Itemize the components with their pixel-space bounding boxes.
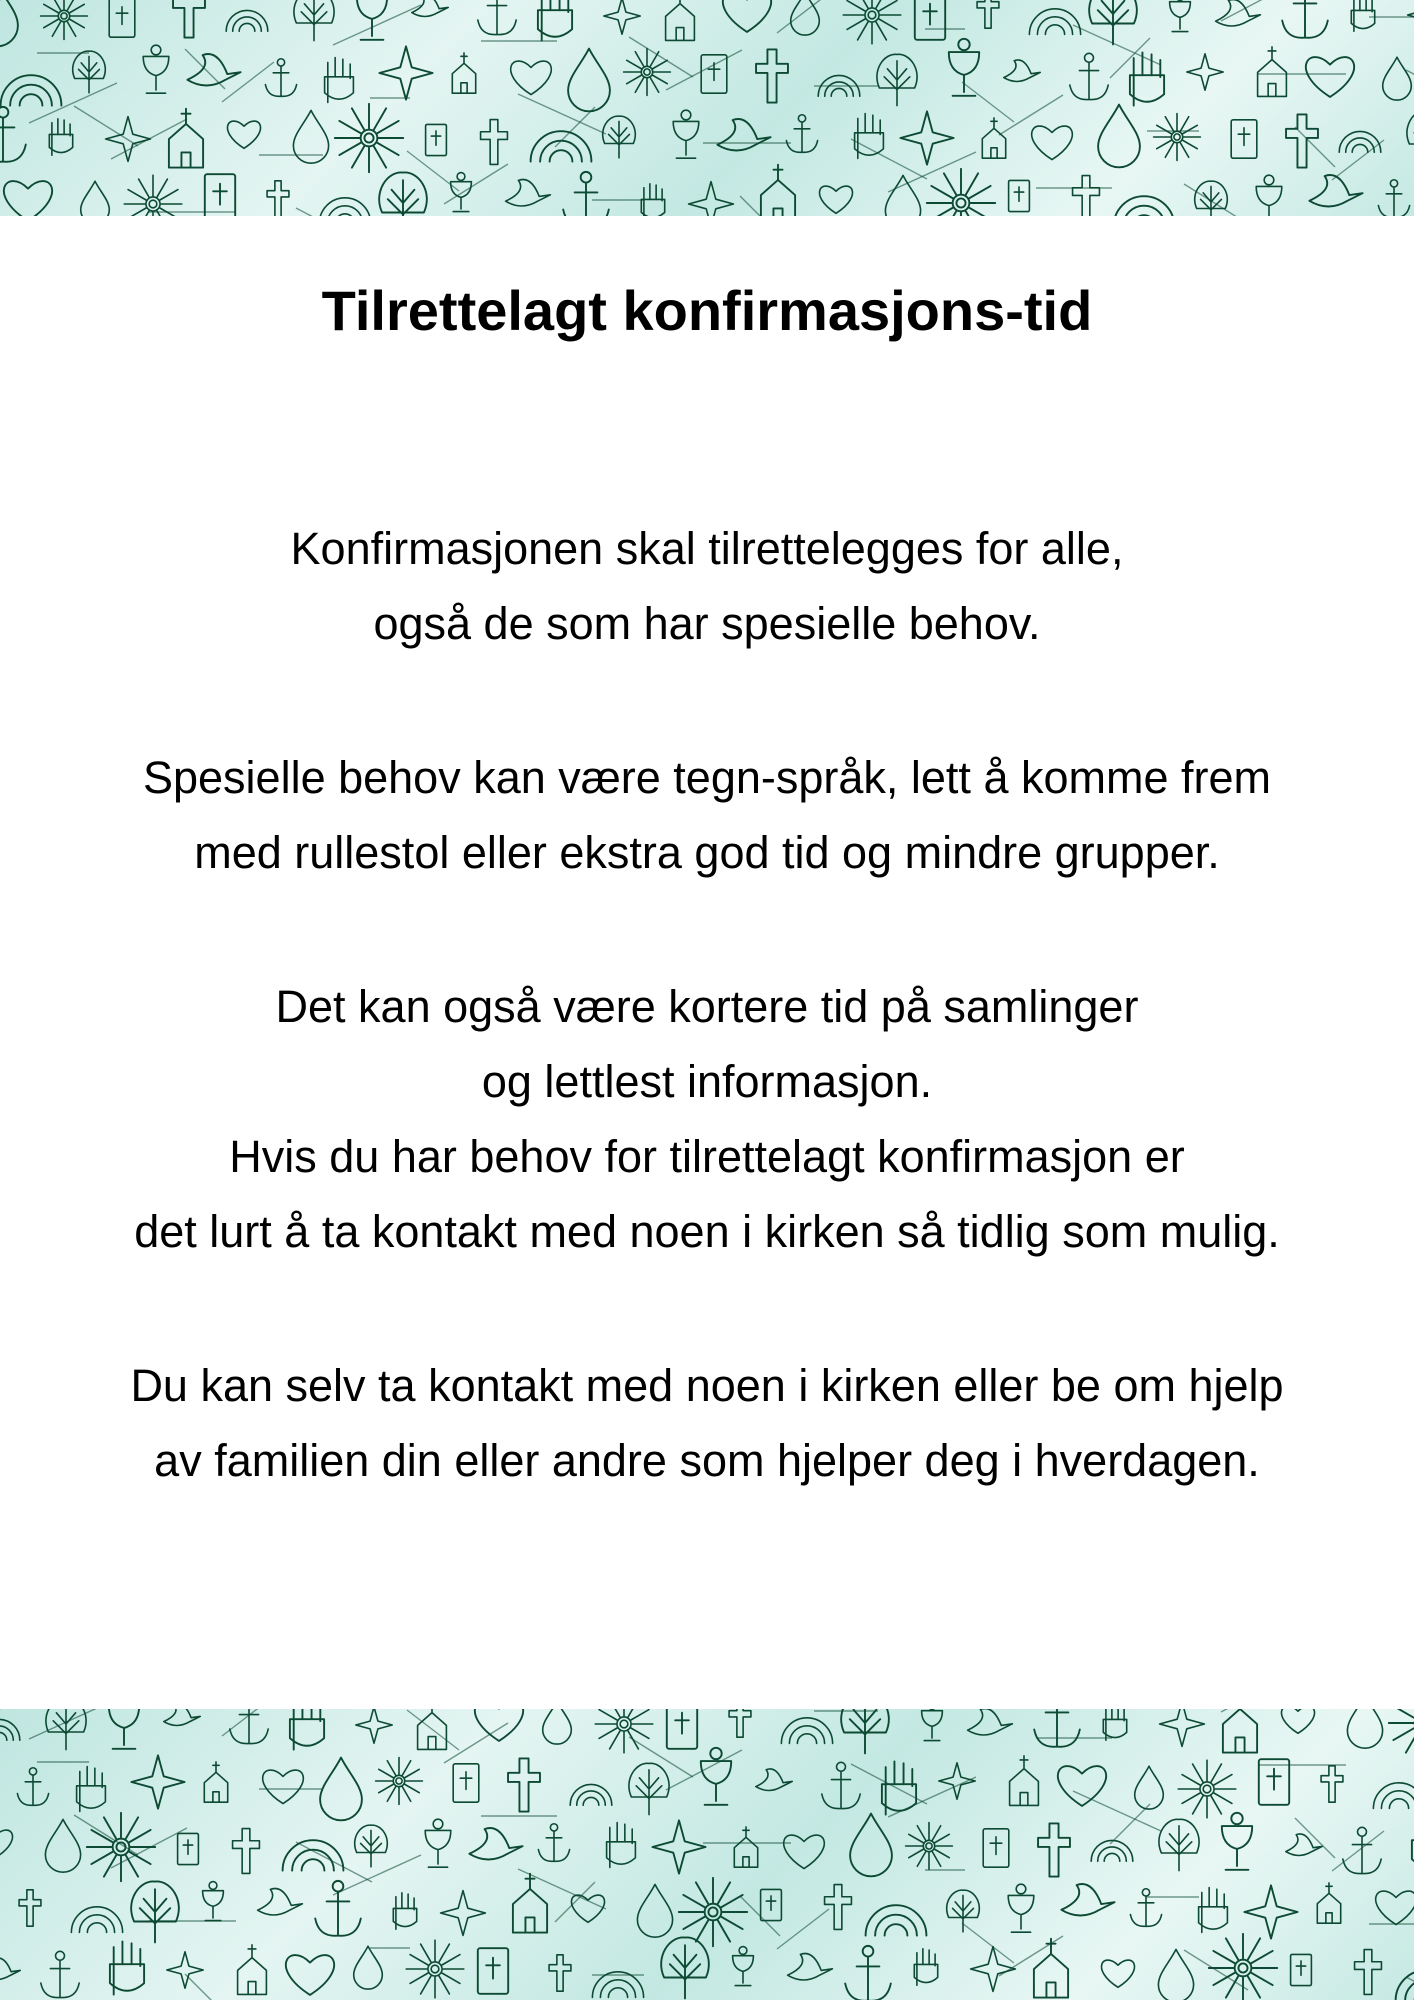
dove-icon	[1309, 175, 1362, 206]
tree-icon	[1407, 110, 1414, 161]
paragraph-2-line-2: med rullestol eller ekstra god tid og mindre grupper.	[194, 827, 1220, 878]
church-icon	[734, 1827, 757, 1867]
hand-icon	[1199, 1888, 1228, 1933]
anchor-icon	[822, 1762, 860, 1808]
arch-icon	[1, 75, 62, 105]
paragraph-spacer	[0, 1269, 1414, 1348]
sun-icon	[679, 1878, 747, 1946]
heart-icon	[819, 186, 852, 213]
chalice-icon	[143, 45, 169, 93]
heart-icon	[263, 1770, 304, 1804]
arch-icon	[1114, 196, 1175, 216]
sun-icon	[843, 0, 901, 44]
church-icon	[1223, 1709, 1257, 1753]
star-icon	[1187, 54, 1223, 90]
bible-icon	[761, 1889, 782, 1920]
drop-icon	[354, 1946, 383, 1989]
chalice-icon	[733, 1947, 754, 1986]
chalice-icon	[357, 0, 387, 40]
cross-icon	[1321, 1766, 1343, 1802]
bible-icon	[1231, 120, 1257, 158]
tree-icon	[1089, 0, 1137, 44]
chalice-icon	[1170, 0, 1191, 32]
cross-icon	[19, 1890, 41, 1926]
bible-icon	[109, 0, 135, 37]
anchor-icon	[1343, 1827, 1381, 1873]
dove-icon	[164, 1709, 200, 1726]
paragraph-spacer	[0, 661, 1414, 740]
arch-icon	[781, 1718, 832, 1744]
star-icon	[652, 1820, 705, 1873]
drop-icon	[81, 181, 110, 216]
church-icon	[1317, 1883, 1340, 1923]
drop-icon	[543, 1709, 572, 1744]
arch-icon	[0, 1719, 20, 1740]
drop-icon	[0, 0, 18, 46]
heart-icon	[1376, 1891, 1414, 1925]
bible-icon	[983, 1829, 1009, 1867]
heart-icon	[1101, 1960, 1134, 1987]
cross-icon	[173, 0, 205, 38]
cross-icon	[508, 1758, 540, 1811]
church-icon	[169, 109, 203, 168]
bible-icon	[178, 1833, 199, 1864]
bible-icon	[426, 124, 447, 155]
cross-icon	[729, 1709, 751, 1737]
cross-icon	[1355, 1950, 1382, 1995]
sun-icon	[1209, 1934, 1277, 2000]
cross-icon	[1038, 1823, 1070, 1876]
tree-icon	[355, 1825, 388, 1867]
hand-icon	[49, 119, 72, 155]
chalice-icon	[1256, 175, 1282, 216]
hand-icon	[290, 1709, 324, 1750]
tree-icon	[1159, 1819, 1199, 1870]
sun-icon	[87, 1813, 155, 1881]
heart-icon	[1032, 126, 1073, 160]
drop-icon	[885, 175, 920, 216]
heart-icon	[4, 181, 52, 216]
heart-icon	[1281, 1709, 1314, 1733]
tree-icon	[1195, 181, 1228, 216]
chalice-icon	[425, 1819, 451, 1867]
hand-icon	[77, 1767, 106, 1812]
chalice-icon	[1222, 1813, 1252, 1870]
dove-icon	[717, 119, 770, 150]
star-icon	[604, 0, 640, 34]
cross-icon	[1073, 176, 1100, 216]
bible-icon	[478, 1948, 508, 1994]
church-icon	[452, 53, 475, 93]
sun-icon	[1178, 1760, 1236, 1818]
bible-icon	[205, 174, 235, 216]
drop-icon	[1158, 1949, 1193, 2000]
heart-icon	[227, 121, 260, 148]
church-icon	[1258, 47, 1287, 97]
heart-icon	[511, 61, 552, 95]
bottom-decorative-pattern-band	[0, 1709, 1414, 2000]
cross-icon	[756, 49, 788, 102]
star-icon	[1244, 1885, 1297, 1938]
dove-icon	[756, 1769, 792, 1791]
tree-icon	[841, 1709, 889, 1753]
chalice-icon	[922, 1709, 943, 1741]
paragraph-4-line-2: av familien din eller andre som hjelper deg i hverdagen.	[154, 1435, 1260, 1486]
star-icon	[1408, 0, 1414, 37]
arch-icon	[71, 1907, 122, 1933]
church-icon	[982, 118, 1005, 158]
dove-icon	[506, 180, 551, 207]
church-symbols-pattern-top	[0, 0, 1414, 216]
drop-icon	[850, 1814, 892, 1877]
hand-icon	[914, 1949, 937, 1985]
sun-icon	[376, 1758, 423, 1805]
sun-icon	[41, 0, 88, 39]
bible-icon	[453, 1764, 479, 1802]
drop-icon	[320, 1758, 362, 1821]
anchor-icon	[17, 1768, 48, 1806]
tree-icon	[294, 0, 334, 41]
top-decorative-pattern-band	[0, 0, 1414, 216]
arch-icon	[1029, 9, 1080, 35]
anchor-icon	[315, 1881, 361, 1936]
paragraph-spacer	[0, 890, 1414, 969]
paragraph-3-line-1: Det kan også være kortere tid på samlinger	[275, 981, 1139, 1032]
drop-icon	[1098, 105, 1140, 168]
hand-icon	[393, 1893, 416, 1929]
sun-icon	[406, 1940, 464, 1998]
dove-icon	[1286, 1834, 1322, 1856]
church-icon	[1010, 1756, 1039, 1806]
drop-icon	[1347, 1709, 1382, 1748]
paragraph-2-line-1: Spesielle behov kan være tegn-språk, lett å komme frem	[142, 752, 1271, 803]
dove-icon	[0, 1958, 20, 1980]
arch-icon	[1373, 1783, 1414, 1809]
bible-icon	[1291, 1954, 1312, 1985]
hand-icon	[538, 0, 572, 41]
drop-icon	[568, 49, 610, 112]
sun-icon	[927, 169, 995, 216]
arch-icon	[570, 1784, 612, 1805]
cross-icon	[233, 1829, 260, 1874]
anchor-icon	[1378, 180, 1409, 216]
heart-icon	[1306, 57, 1354, 97]
arch-icon	[531, 131, 592, 161]
church-symbols-pattern-bottom	[0, 1709, 1414, 2000]
anchor-icon	[563, 172, 609, 216]
drop-icon	[791, 0, 820, 35]
dove-icon	[968, 1709, 1013, 1735]
tree-icon	[379, 172, 427, 216]
drop-icon	[1135, 1766, 1164, 1809]
hand-icon	[641, 184, 664, 216]
star-icon	[900, 111, 953, 164]
anchor-icon	[538, 1824, 569, 1862]
paragraph-3-line-4: det lurt å ta kontakt med noen i kirken så tidlig som mulig.	[134, 1206, 1280, 1257]
body-text	[0, 511, 1414, 1498]
church-icon	[666, 0, 695, 40]
bible-icon	[1009, 180, 1030, 211]
tree-icon	[603, 116, 636, 158]
tree-icon	[661, 1937, 709, 1998]
chalice-icon	[1008, 1884, 1034, 1932]
bible-icon	[915, 0, 945, 40]
paragraph-1-line-1: Konfirmasjonen skal tilrettelegges for alle,	[290, 523, 1124, 574]
arch-icon	[1091, 1840, 1133, 1861]
drop-icon	[1383, 57, 1412, 100]
dove-icon	[1004, 60, 1040, 82]
hand-icon	[1103, 1709, 1126, 1740]
chalice-icon	[109, 1709, 139, 1749]
chalice-icon	[203, 1882, 224, 1921]
heart-icon	[723, 0, 771, 32]
cross-icon	[267, 181, 289, 216]
hand-icon	[1130, 52, 1164, 105]
tree-icon	[947, 1890, 980, 1932]
chalice-icon	[673, 110, 699, 158]
star-icon	[689, 182, 734, 216]
anchor-icon	[1130, 1889, 1161, 1927]
drop-icon	[637, 1884, 672, 1937]
arch-icon	[1339, 131, 1381, 152]
cross-icon	[549, 1955, 571, 1991]
hand-icon	[325, 58, 354, 103]
dove-icon	[258, 1889, 303, 1916]
star-icon	[939, 1763, 975, 1799]
dove-icon	[788, 1954, 833, 1981]
tree-icon	[131, 1881, 179, 1942]
star-icon	[356, 1709, 392, 1743]
church-icon	[761, 165, 795, 216]
arch-icon	[226, 10, 268, 31]
cross-icon	[481, 120, 508, 165]
church-icon	[513, 1874, 547, 1933]
anchor-icon	[41, 1951, 79, 1997]
paragraph-3-line-2: og lettlest informasjon.	[481, 1056, 933, 1107]
cross-icon	[1286, 114, 1318, 167]
star-icon	[971, 1947, 1016, 1992]
sun-icon	[1154, 114, 1201, 161]
sun-icon	[624, 49, 671, 96]
heart-icon	[1058, 1766, 1106, 1806]
tree-icon	[73, 51, 106, 93]
hand-icon	[607, 1823, 636, 1868]
heart-icon	[286, 1955, 334, 1995]
drop-icon	[45, 1819, 80, 1872]
sun-icon	[1389, 1709, 1414, 1757]
anchor-icon	[845, 1946, 891, 2000]
star-icon	[167, 1952, 203, 1988]
anchor-icon	[1070, 53, 1108, 99]
arch-icon	[319, 198, 370, 216]
anchor-icon	[0, 107, 26, 162]
heart-icon	[784, 1835, 825, 1869]
arch-icon	[1396, 1970, 1414, 2000]
bible-icon	[667, 1709, 697, 1749]
page-title: Tilrettelagt konfirmasjons-tid	[321, 279, 1093, 342]
hand-icon	[110, 1941, 144, 1994]
sun-icon	[335, 104, 403, 172]
dove-icon	[1061, 1884, 1114, 1915]
heart-icon	[571, 1895, 604, 1922]
arch-icon	[866, 1905, 927, 1935]
heart-icon	[0, 1830, 13, 1857]
paragraph-1-line-2: også de som har spesielle behov.	[373, 598, 1041, 649]
tree-icon	[877, 54, 917, 105]
dove-icon	[412, 0, 448, 17]
sun-icon	[124, 175, 182, 216]
sun-icon	[906, 1823, 953, 1870]
anchor-icon	[786, 115, 817, 153]
bible-icon	[1259, 1759, 1289, 1805]
church-icon	[1034, 1939, 1068, 1998]
cross-icon	[825, 1885, 852, 1930]
tree-icon	[629, 1763, 669, 1814]
chalice-icon	[701, 1748, 731, 1805]
dove-icon	[469, 1828, 522, 1859]
church-icon	[238, 1945, 267, 1995]
chalice-icon	[451, 173, 472, 212]
church-icon	[204, 1762, 227, 1802]
hand-icon	[1351, 0, 1374, 31]
anchor-icon	[1034, 1709, 1080, 1747]
star-icon	[131, 1755, 184, 1808]
paragraph-3-line-3: Hvis du har behov for tilrettelagt konfirmasjon er	[229, 1131, 1185, 1182]
star-icon	[441, 1891, 486, 1936]
hand-icon	[855, 114, 884, 159]
cross-icon	[977, 0, 999, 28]
heart-icon	[475, 1709, 523, 1741]
star-icon	[1160, 1709, 1205, 1746]
star-icon	[379, 46, 432, 99]
chalice-icon	[949, 39, 979, 96]
paragraph-4-line-1: Du kan selv ta kontakt med noen i kirken eller be om hjelp	[130, 1360, 1284, 1411]
arch-icon	[283, 1840, 344, 1870]
anchor-icon	[1282, 0, 1328, 38]
anchor-icon	[478, 0, 516, 35]
